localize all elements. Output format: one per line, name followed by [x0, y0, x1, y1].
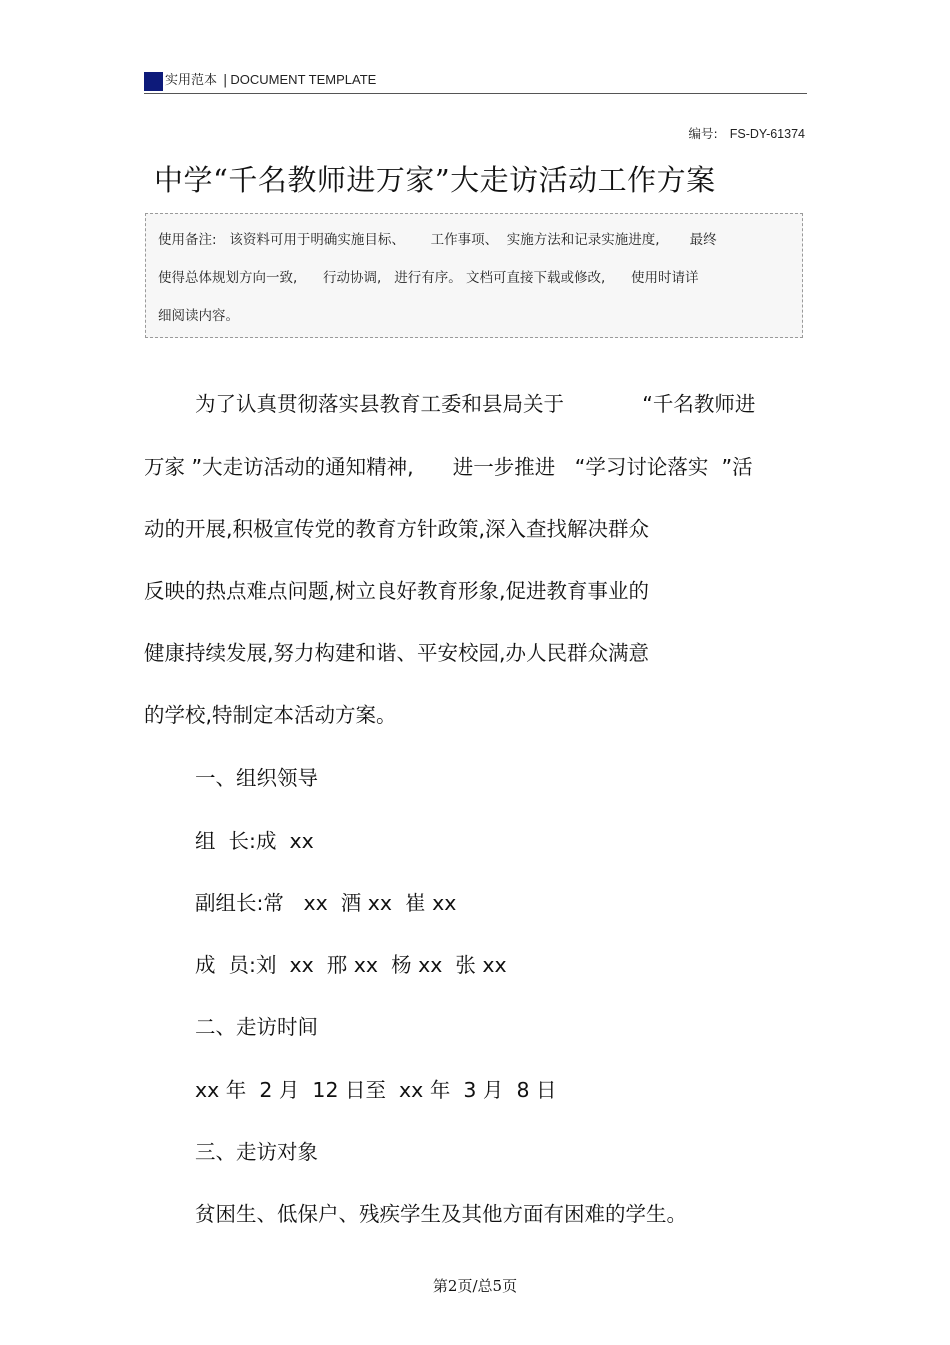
header-separator: | — [223, 73, 228, 88]
visit-time-line: xx 年 2 月 12 日至 xx 年 3 月 8 日 — [195, 1078, 557, 1102]
paragraph-line: 反映的热点难点问题,树立良好教育形象,促进教育事业的 — [144, 579, 650, 603]
paragraph-line: 的学校,特制定本活动方案。 — [144, 703, 397, 727]
paragraph-line: 为了认真贯彻落实县教育工委和县局关于 “千名教师进 — [195, 392, 756, 416]
paragraph-line: 健康持续发展,努力构建和谐、平安校园,办人民群众满意 — [144, 641, 650, 665]
members-line: 成 员:刘 xx 邢 xx 杨 xx 张 xx — [195, 953, 507, 977]
deputy-leader-line: 副组长:常 xx 酒 xx 崔 xx — [195, 891, 457, 915]
usage-note-line: 使得总体规划方向一致, 行动协调, 进行有序。 文档可直接下载或修改, 使用时请详 — [158, 270, 699, 286]
usage-note-line: 使用备注: 该资料可用于明确实施目标、 工作事项、 实施方法和记录实施进度, 最终 — [158, 232, 717, 248]
header-label — [165, 71, 376, 90]
paragraph-line: 动的开展,积极宣传党的教育方针政策,深入查找解决群众 — [144, 517, 650, 541]
section-heading-targets: 三、走访对象 — [195, 1140, 318, 1164]
section-heading-organization: 一、组织领导 — [195, 766, 318, 790]
usage-note-box — [145, 213, 803, 338]
paragraph-line: 万家 ”大走访活动的通知精神, 进一步推进 “学习讨论落实 ”活 — [144, 455, 753, 479]
usage-note-line: 细阅读内容。 — [158, 308, 239, 324]
header-logo-square — [144, 72, 163, 91]
header-label-en: DOCUMENT TEMPLATE — [230, 72, 377, 87]
page-indicator: 第2页/总5页 — [432, 1277, 518, 1295]
visit-targets-line: 贫困生、低保户、残疾学生及其他方面有困难的学生。 — [195, 1202, 687, 1226]
section-heading-time: 二、走访时间 — [195, 1015, 318, 1039]
document-number — [689, 126, 806, 142]
page-title: 中学“千名教师进万家”大走访活动工作方案 — [154, 163, 716, 197]
document-number-label: 编号: — [688, 126, 718, 141]
leader-line: 组 长:成 xx — [195, 829, 314, 853]
header-label-cn: 实用范本 — [165, 73, 218, 88]
header-rule — [144, 93, 807, 94]
document-number-value: FS-DY-61374 — [729, 127, 805, 141]
